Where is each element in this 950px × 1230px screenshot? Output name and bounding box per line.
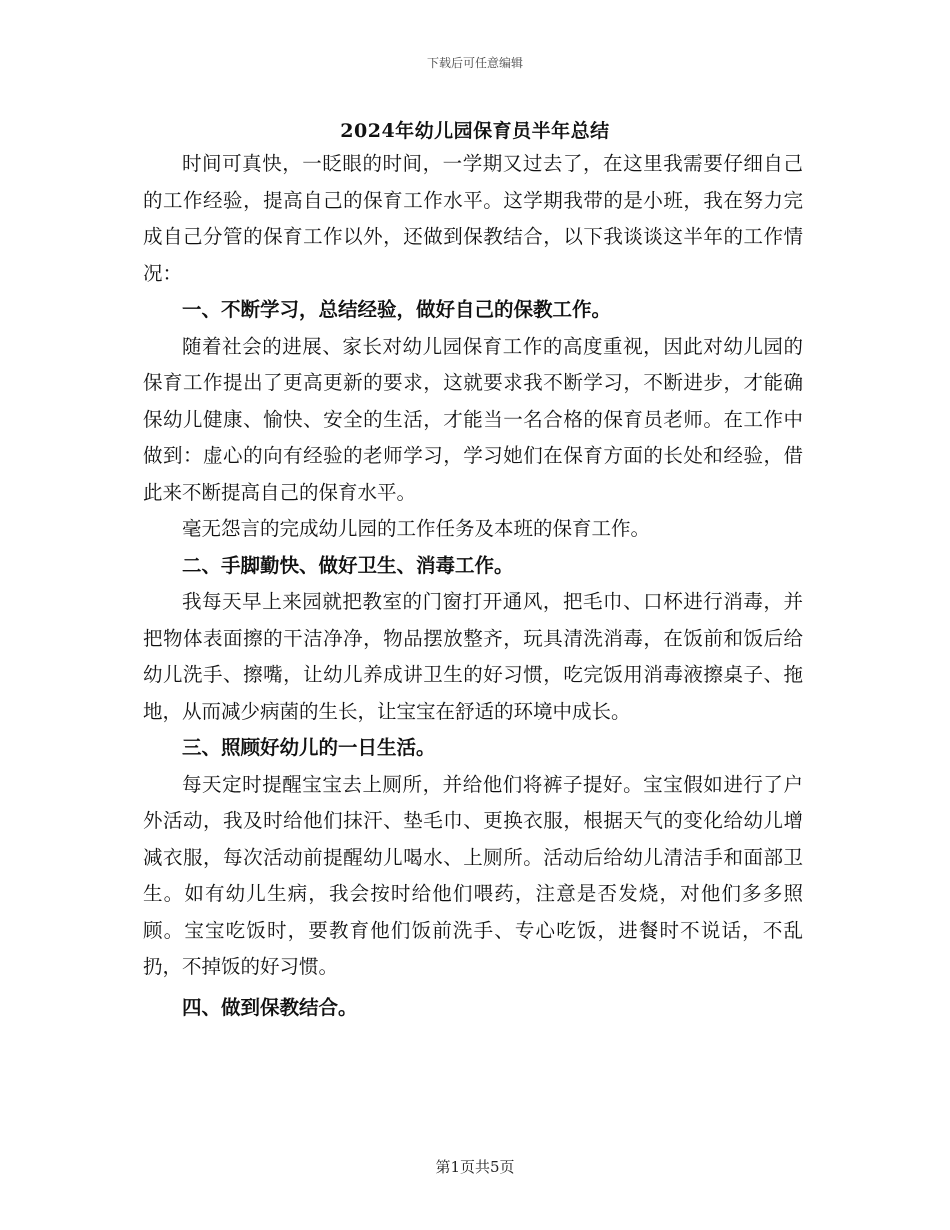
document-body (143, 146, 803, 1026)
intro-paragraph: 时间可真快，一眨眼的时间，一学期又过去了，在这里我需要仔细自己的工作经验，提高自己的保育工作水平。这学期我带的是小班，我在努力完成自己分管的保育工作以外，还做到保教结合，以下我谈谈这半年的工作情况： (143, 152, 803, 285)
section-1-paragraph-2: 毫无怨言的完成幼儿园的工作任务及本班的保育工作。 (182, 517, 651, 540)
section-heading-2: 二、手脚勤快、做好卫生、消毒工作。 (182, 553, 514, 577)
section-heading-4: 四、做到保教结合。 (182, 995, 358, 1019)
section-heading-1: 一、不断学习，总结经验，做好自己的保教工作。 (182, 298, 612, 321)
document-title: 2024年幼儿园保育员半年总结 (340, 120, 610, 142)
section-3-paragraph: 每天定时提醒宝宝去上厕所，并给他们将裤子提好。宝宝假如进行了户外活动，我及时给他们抹汗、垫毛巾、更换衣服，根据天气的变化给幼儿增减衣服，每次活动前提醒幼儿喝水、上厕所。活动后给幼儿清洁手和面部卫生。如有幼儿生病，我会按时给他们喂药，注意是否发烧，对他们多多照顾。宝宝吃饭时，要教育他们饭前洗手、专心吃饭，进餐时不说话，不乱扔，不掉饭的好习惯。 (143, 772, 803, 978)
section-2-paragraph: 我每天早上来园就把教室的门窗打开通风，把毛巾、口杯进行消毒，并把物体表面擦的干洁净净，物品摆放整齐，玩具清洗消毒，在饭前和饭后给幼儿洗手、擦嘴，让幼儿养成讲卫生的好习惯，吃完饭用消毒液擦桌子、拖地，从而减少病菌的生长，让宝宝在舒适的环境中成长。 (143, 590, 803, 723)
page-footer: 第1页共5页 (435, 1158, 515, 1176)
header-note: 下载后可任意编辑 (426, 56, 523, 70)
section-1-paragraph: 随着社会的进展、家长对幼儿园保育工作的高度重视，因此对幼儿园的保育工作提出了更高更新的要求，这就要求我不断学习，不断进步，才能确保幼儿健康、愉快、安全的生活，才能当一名合格的保育员老师。在工作中做到：虚心的向有经验的老师学习，学习她们在保育方面的长处和经验，借此来不断提高自己的保育水平。 (143, 334, 803, 504)
section-heading-3: 三、照顾好幼儿的一日生活。 (182, 736, 436, 759)
